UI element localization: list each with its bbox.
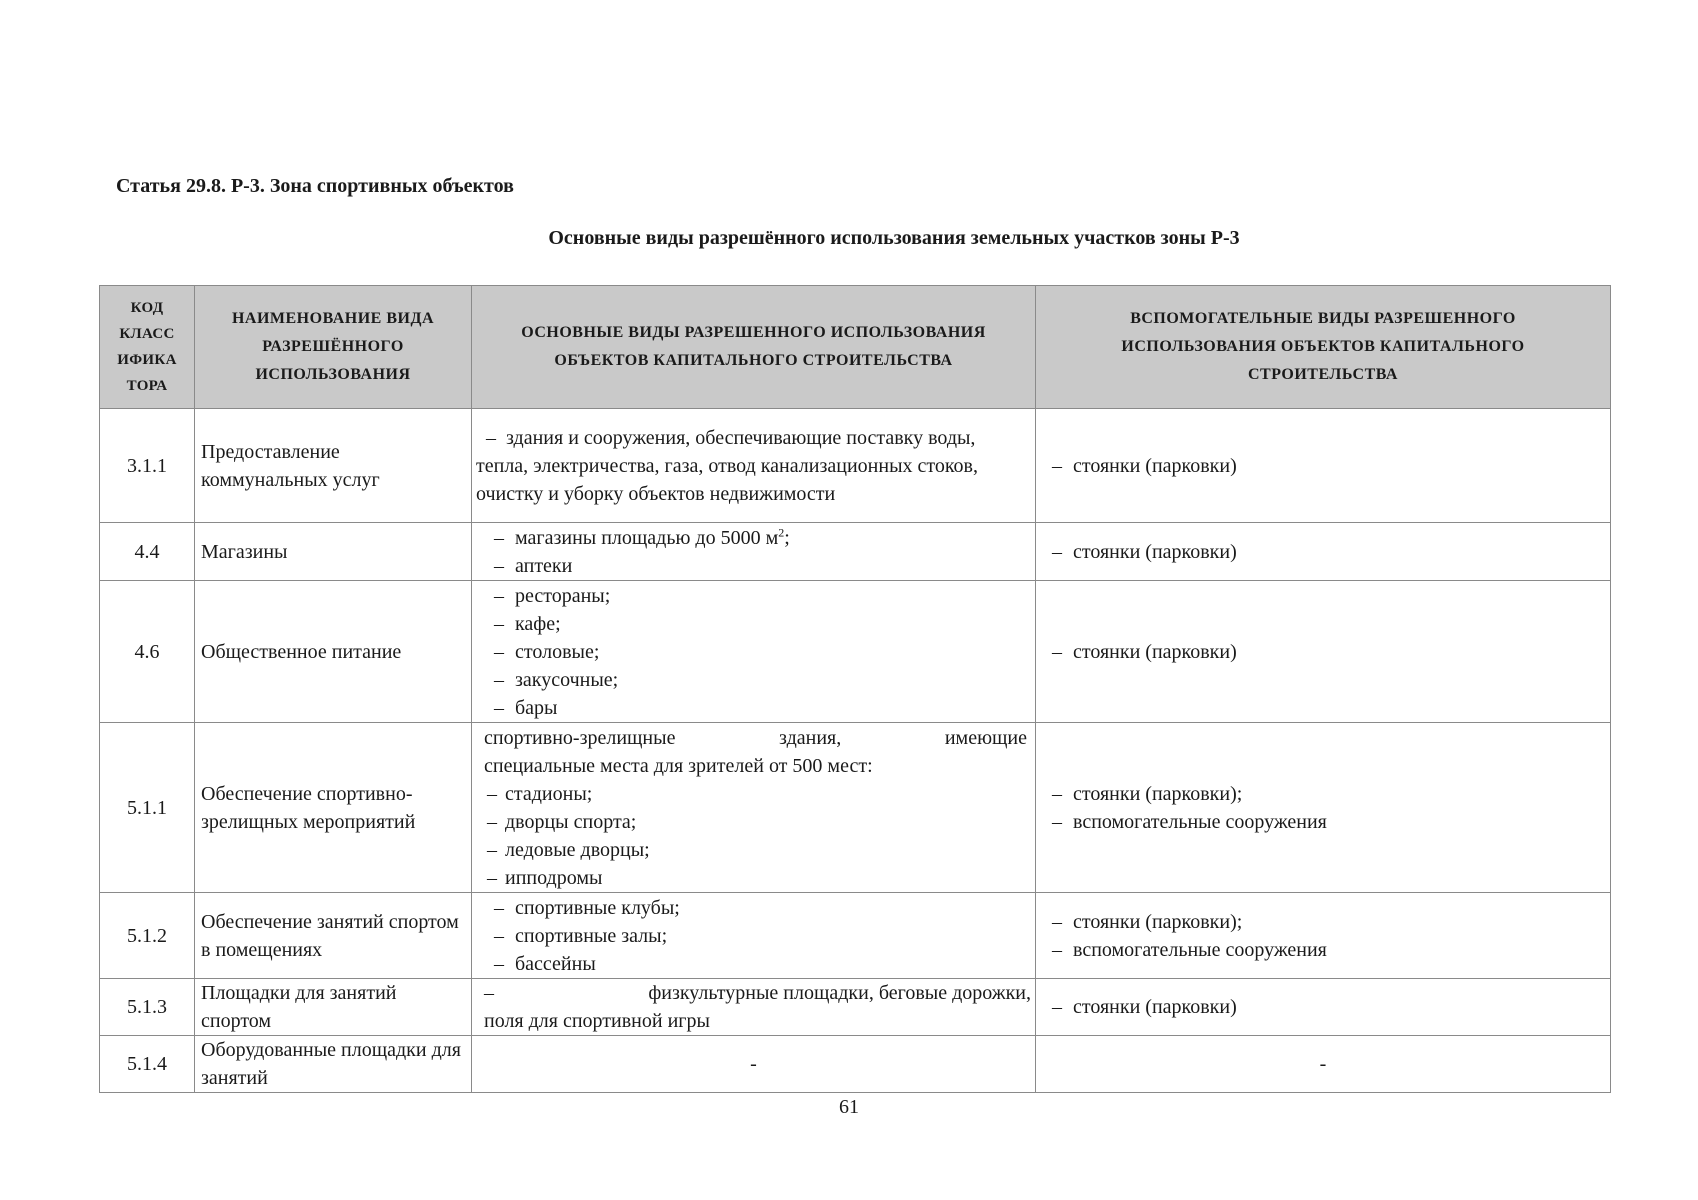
row-main: [472, 893, 1036, 979]
row-code: 3.1.1: [100, 409, 195, 523]
table-row: [100, 893, 1611, 979]
dash-mark: –: [486, 426, 496, 449]
table-caption: Основные виды разрешённого использования земельных участков зоны Р-3: [548, 227, 1240, 249]
list-item: – бассейны: [494, 952, 596, 975]
list-item: – вспомогательные сооружения: [1052, 810, 1327, 833]
row-main: -: [472, 1036, 1036, 1093]
list-item: – стоянки (парковки): [1052, 996, 1237, 1018]
list-item: – стоянки (парковки);: [1052, 782, 1243, 805]
superscript: 2: [778, 524, 785, 539]
main-list: [484, 780, 1027, 892]
header-name: НАИМЕНОВАНИЕ ВИДА РАЗРЕШЁННОГО ИСПОЛЬЗОВАНИЯ: [195, 286, 472, 409]
page-number: 61: [839, 1096, 859, 1118]
list-item: – кафе;: [494, 612, 561, 635]
list-item: – закусочные;: [494, 668, 619, 691]
list-item: – стадионы;: [487, 782, 593, 805]
table-row: [100, 409, 1611, 523]
header-code-line: ИФИКА: [117, 352, 177, 368]
row-main: [472, 979, 1036, 1036]
row-aux: -: [1036, 1036, 1611, 1093]
row-code: 4.4: [100, 523, 195, 581]
header-main: ОСНОВНЫЕ ВИДЫ РАЗРЕШЕННОГО ИСПОЛЬЗОВАНИЯ ОБЪЕКТОВ КАПИТАЛЬНОГО СТРОИТЕЛЬСТВА: [472, 286, 1036, 409]
list-item: – ипподромы: [487, 866, 603, 889]
row-code: 5.1.3: [100, 979, 195, 1036]
table-row: [100, 979, 1611, 1036]
row-name: Обеспечение спортивно-зрелищных мероприятий: [195, 723, 472, 893]
aux-list: [1046, 908, 1604, 964]
row-main: [472, 409, 1036, 523]
table-row: [100, 1036, 1611, 1093]
row-main: [472, 523, 1036, 581]
row-aux: [1036, 409, 1611, 523]
table-header-row: [100, 286, 1611, 409]
row-aux: [1036, 523, 1611, 581]
row-code: 5.1.2: [100, 893, 195, 979]
main-intro-line: специальные места для зрителей от 500 мест:: [484, 754, 873, 777]
row-code: 5.1.1: [100, 723, 195, 893]
row-name: Общественное питание: [195, 581, 472, 723]
list-item: – магазины площадью до 5000 $м^2$;: [494, 524, 790, 549]
aux-list: [1046, 452, 1604, 480]
aux-list: [1046, 780, 1604, 836]
list-item: – стоянки (парковки): [1052, 540, 1237, 563]
row-aux: [1036, 979, 1611, 1036]
list-item: – аптеки: [494, 554, 573, 577]
row-aux: [1036, 723, 1611, 893]
main-list: [488, 582, 1029, 722]
header-code-line: ТОРА: [126, 378, 168, 394]
main-line: – физкультурные площадки, беговые дорожки,: [484, 982, 1031, 1004]
list-item: – рестораны;: [494, 584, 611, 607]
article-title: Статья 29.8. Р-3. Зона спортивных объектов: [116, 175, 514, 197]
row-name: Площадки для занятий спортом: [195, 979, 472, 1036]
main-intro-line: спортивно-зрелищные здания, имеющие: [484, 726, 1027, 749]
permitted-use-table: [99, 285, 1611, 1093]
list-item: – стоянки (парковки);: [1052, 910, 1243, 933]
row-code: 4.6: [100, 581, 195, 723]
row-main: [472, 581, 1036, 723]
list-item: – спортивные залы;: [494, 924, 668, 947]
row-name: Предоставление коммунальных услуг: [195, 409, 472, 523]
table-row: [100, 523, 1611, 581]
list-item: – стоянки (парковки): [1052, 454, 1237, 477]
header-code-line: КОД: [130, 300, 164, 316]
row-aux: [1036, 581, 1611, 723]
row-name: Обеспечение занятий спортом в помещениях: [195, 893, 472, 979]
list-item: – бары: [494, 696, 558, 719]
main-list: [488, 524, 1029, 580]
aux-list: [1046, 993, 1604, 1021]
header-code-line: КЛАСС: [119, 326, 175, 342]
aux-list: [1046, 538, 1604, 566]
main-list: [488, 894, 1029, 978]
header-code: [100, 286, 195, 409]
row-main: [472, 723, 1036, 893]
list-item: – спортивные клубы;: [494, 896, 680, 919]
list-item: – вспомогательные сооружения: [1052, 938, 1327, 961]
main-text: здания и сооружения, обеспечивающие поставку воды, тепла, электричества, газа, отвод канализационных стоков, очистку и уборку объектов недвижимости: [476, 426, 979, 505]
row-name: Оборудованные площадки для занятий: [195, 1036, 472, 1093]
header-aux: ВСПОМОГАТЕЛЬНЫЕ ВИДЫ РАЗРЕШЕННОГО ИСПОЛЬЗОВАНИЯ ОБЪЕКТОВ КАПИТАЛЬНОГО СТРОИТЕЛЬСТВА: [1036, 286, 1611, 409]
list-item: – ледовые дворцы;: [487, 838, 650, 861]
table-row: [100, 723, 1611, 893]
list-item: – столовые;: [494, 640, 600, 663]
aux-list: [1046, 638, 1604, 666]
list-item: – стоянки (парковки): [1052, 640, 1237, 663]
main-line: поля для спортивной игры: [484, 1010, 710, 1032]
row-aux: [1036, 893, 1611, 979]
row-code: 5.1.4: [100, 1036, 195, 1093]
table-row: [100, 581, 1611, 723]
list-item: – дворцы спорта;: [487, 810, 637, 833]
row-name: Магазины: [195, 523, 472, 581]
